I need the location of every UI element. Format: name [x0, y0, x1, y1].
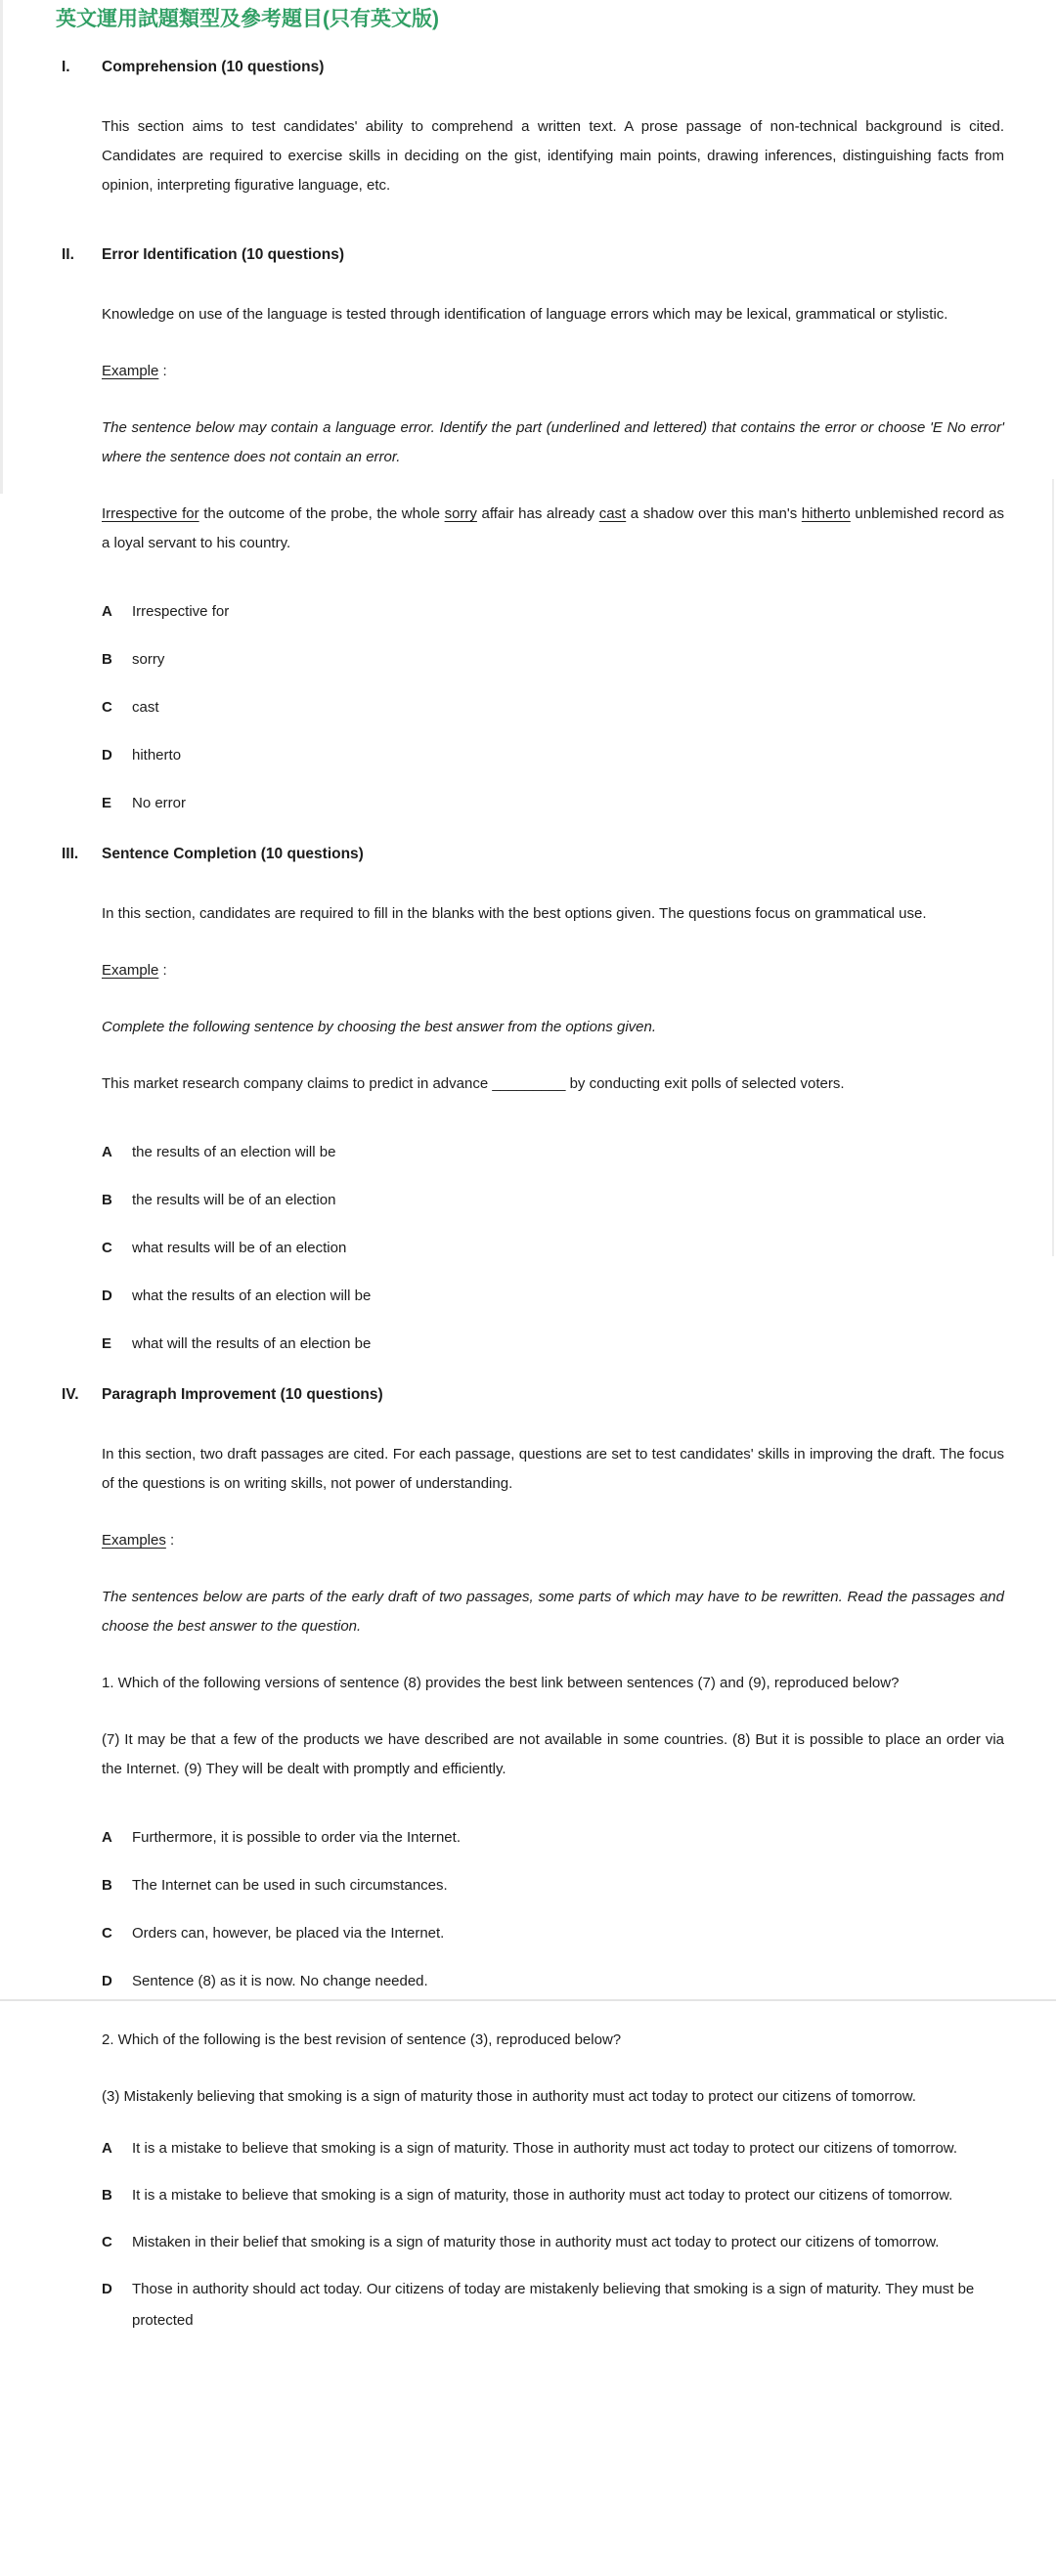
option-letter: D	[102, 1973, 112, 1989]
underlined-segment: Irrespective for	[102, 505, 199, 522]
option-row	[102, 2180, 1004, 2211]
option-letter: C	[102, 1925, 112, 1942]
question-2: 2. Which of the following is the best revision of sentence (3), reproduced below?	[102, 2031, 622, 2048]
section-heading-label: Paragraph Improvement (10 questions)	[102, 1386, 383, 1403]
underlined-segment: sorry	[444, 505, 477, 522]
option-text: Furthermore, it is possible to order via the Internet.	[132, 1829, 461, 1846]
option-text: Sentence (8) as it is now. No change needed.	[132, 1973, 428, 1989]
underlined-segment: hitherto	[801, 505, 851, 522]
option-letter: A	[102, 2140, 112, 2157]
section-heading-paragraph-improvement	[62, 1385, 1004, 1405]
option-letter: D	[102, 1288, 112, 1304]
question-1-passage: (7) It may be that a few of the products we have described are not available in some countries. (8) But it is possible to place an order via the Internet. (9) They will be dealt with promptly and efficiently.	[102, 1731, 1004, 1777]
option-row	[102, 693, 1004, 722]
option-letter: B	[102, 651, 112, 668]
option-text: sorry	[132, 651, 165, 668]
example-label: Example :	[102, 363, 167, 379]
section-body: Knowledge on use of the language is tested through identification of language errors which may be lexical, grammatical or stylistic.	[102, 306, 948, 323]
section-heading-comprehension	[62, 58, 1004, 77]
option-text: The Internet can be used in such circumstances.	[132, 1877, 448, 1894]
option-text: Mistaken in their belief that smoking is a sign of maturity those in authority must act today to protect our citizens of tomorrow.	[132, 2234, 940, 2250]
option-letter: A	[102, 603, 112, 620]
option-letter: C	[102, 1240, 112, 1256]
option-row	[102, 597, 1004, 627]
option-text: hitherto	[132, 747, 182, 764]
option-row	[102, 1871, 1004, 1900]
option-row	[102, 1138, 1004, 1167]
option-text: what the results of an election will be	[132, 1288, 372, 1304]
option-text: cast	[132, 699, 159, 716]
underlined-segment: cast	[598, 505, 627, 522]
option-row	[102, 645, 1004, 675]
option-row	[102, 1234, 1004, 1263]
option-row	[102, 789, 1004, 818]
option-list	[102, 1823, 1004, 1996]
option-letter: C	[102, 2234, 112, 2250]
option-row	[102, 1282, 1004, 1311]
option-letter: E	[102, 1335, 112, 1352]
option-row	[102, 2274, 1004, 2336]
page-break-divider	[0, 1999, 1056, 2001]
option-list	[102, 1138, 1004, 1359]
option-letter: B	[102, 1192, 112, 1208]
option-row	[102, 2133, 1004, 2164]
option-text: Those in authority should act today. Our citizens of today are mistakenly believing that smoking is a sign of maturity. They must be protected	[132, 2281, 975, 2329]
option-letter: E	[102, 795, 112, 811]
section-body: In this section, candidates are required to fill in the blanks with the best options given. The questions focus on grammatical use.	[102, 905, 927, 922]
option-text: the results of an election will be	[132, 1144, 336, 1160]
page-edge-artifact-left	[0, 0, 3, 494]
question-1: 1. Which of the following versions of sentence (8) provides the best link between sentences (7) and (9), reproduced below?	[102, 1675, 900, 1691]
example-instruction: The sentence below may contain a language error. Identify the part (underlined and lettered) that contains the error or choose 'E No error' where the sentence does not contain an error.	[102, 419, 1004, 465]
section-heading-label: Sentence Completion (10 questions)	[102, 846, 364, 862]
page-edge-artifact-right	[1052, 479, 1054, 1256]
section-numeral: II.	[62, 246, 74, 263]
section-heading-label: Error Identification (10 questions)	[102, 246, 345, 263]
option-row	[102, 1919, 1004, 1948]
page-title: 英文運用試題類型及參考題目(只有英文版)	[56, 8, 439, 30]
option-letter: D	[102, 747, 112, 764]
section-heading-sentence-completion	[62, 845, 1004, 864]
option-letter: A	[102, 1829, 112, 1846]
example-sentence: This market research company claims to predict in advance _________ by conducting exit polls of selected voters.	[102, 1075, 845, 1092]
section-body: This section aims to test candidates' ability to comprehend a written text. A prose passage of non-technical background is cited. Candidates are required to exercise skills in deciding on the gist, identifying main points, drawing inferences, distinguishing facts from opinion, interpreting figurative language, etc.	[102, 118, 1004, 194]
example-label: Example :	[102, 962, 167, 979]
example-label: Examples :	[102, 1532, 175, 1549]
option-letter: B	[102, 2187, 112, 2204]
example-instruction: Complete the following sentence by choosing the best answer from the options given.	[102, 1019, 656, 1035]
option-text: Irrespective for	[132, 603, 230, 620]
section-body: In this section, two draft passages are cited. For each passage, questions are set to test candidates' skills in improving the draft. The focus of the questions is on writing skills, not power of understanding.	[102, 1446, 1004, 1492]
option-row	[102, 1823, 1004, 1853]
option-row	[102, 1186, 1004, 1215]
option-list	[102, 2133, 1004, 2336]
option-text: No error	[132, 795, 187, 811]
example-sentence: Irrespective for the outcome of the probe, the whole sorry affair has already cast a shadow over this man's hitherto unblemished record as a loyal servant to his country.	[102, 505, 1004, 551]
option-row	[102, 1330, 1004, 1359]
option-text: the results will be of an election	[132, 1192, 336, 1208]
option-letter: C	[102, 699, 112, 716]
option-letter: A	[102, 1144, 112, 1160]
example-instruction: The sentences below are parts of the early draft of two passages, some parts of which may have to be rewritten. Read the passages and choose the best answer to the question.	[102, 1589, 1004, 1635]
section-numeral: I.	[62, 59, 70, 75]
question-2-passage: (3) Mistakenly believing that smoking is a sign of maturity those in authority must act today to protect our citizens of tomorrow.	[102, 2088, 916, 2105]
option-letter: B	[102, 1877, 112, 1894]
section-heading-error-identification	[62, 245, 1004, 265]
section-numeral: IV.	[62, 1386, 79, 1403]
section-numeral: III.	[62, 846, 79, 862]
option-list	[102, 597, 1004, 818]
option-text: what will the results of an election be	[132, 1335, 372, 1352]
option-letter: D	[102, 2281, 112, 2297]
option-text: It is a mistake to believe that smoking is a sign of maturity, those in authority must act today to protect our citizens of tomorrow.	[132, 2187, 953, 2204]
option-text: It is a mistake to believe that smoking is a sign of maturity. Those in authority must act today to protect our citizens of tomorrow.	[132, 2140, 957, 2157]
option-row	[102, 2227, 1004, 2258]
option-text: Orders can, however, be placed via the Internet.	[132, 1925, 445, 1942]
option-row	[102, 1967, 1004, 1996]
option-row	[102, 741, 1004, 770]
section-heading-label: Comprehension (10 questions)	[102, 59, 325, 75]
option-text: what results will be of an election	[132, 1240, 347, 1256]
